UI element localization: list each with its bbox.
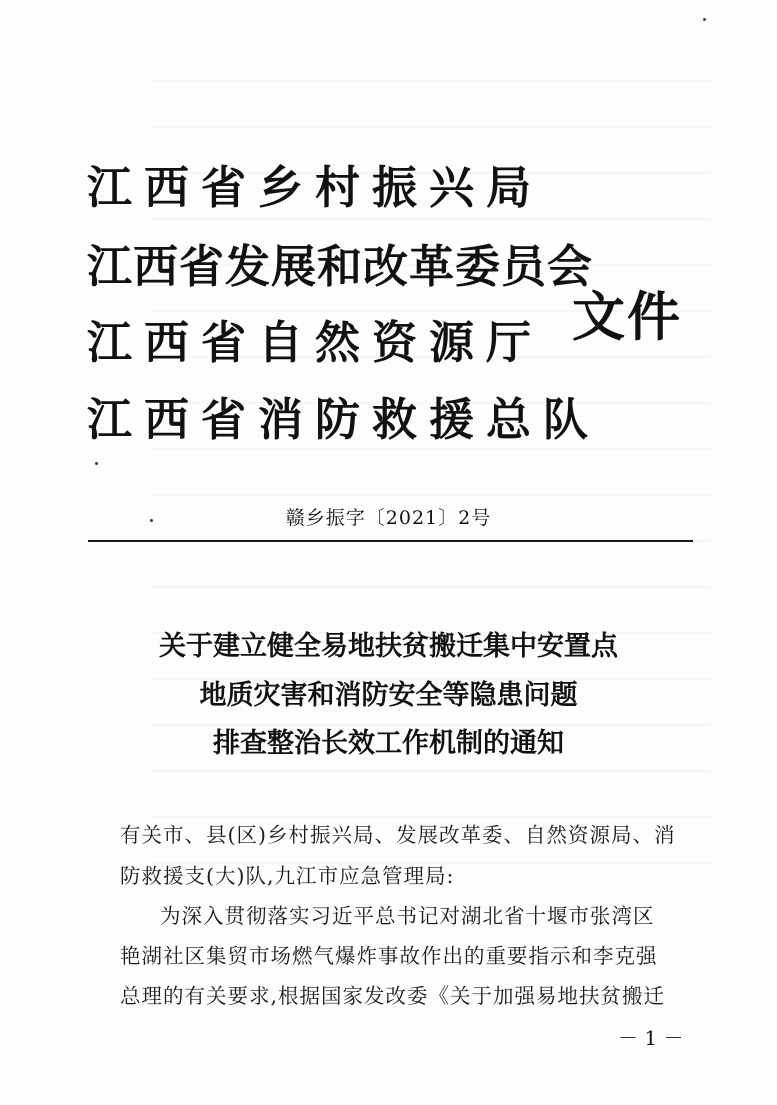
- scan-speck: [95, 462, 98, 465]
- issuer-name: 江西省自然资源厅: [87, 316, 544, 369]
- issuer-name: 江西省乡村振兴局: [87, 161, 544, 214]
- body-text-line: 为深入贯彻落实习近平总书记对湖北省十堰市张湾区: [160, 904, 655, 928]
- document-title-line: 关于建立健全易地扶贫搬迁集中安置点: [159, 631, 618, 662]
- document-title-line: 地质灾害和消防安全等隐患问题: [199, 680, 578, 711]
- issuer-name: 江西省发展和改革委员会: [87, 240, 594, 293]
- scan-speck: [703, 18, 706, 21]
- header-divider: [88, 540, 693, 542]
- body-text-line: 总理的有关要求,根据国家发改委《关于加强易地扶贫搬迁: [120, 984, 666, 1008]
- document-number: 赣乡振字〔2021〕2号: [285, 507, 492, 529]
- page-number: － 1 －: [618, 1026, 684, 1050]
- body-text-line: 艳湖社区集贸市场燃气爆炸事故作出的重要指示和李克强: [120, 944, 658, 968]
- recipients-line: 防救援支(大)队,九江市应急管理局:: [120, 864, 455, 888]
- document-type-label: 文件: [572, 286, 682, 348]
- recipients-line: 有关市、县(区)乡村振兴局、发展改革委、自然资源局、消: [120, 823, 676, 847]
- document-title-line: 排查整治长效工作机制的通知: [213, 728, 564, 759]
- issuer-name: 江西省消防救援总队: [87, 393, 601, 446]
